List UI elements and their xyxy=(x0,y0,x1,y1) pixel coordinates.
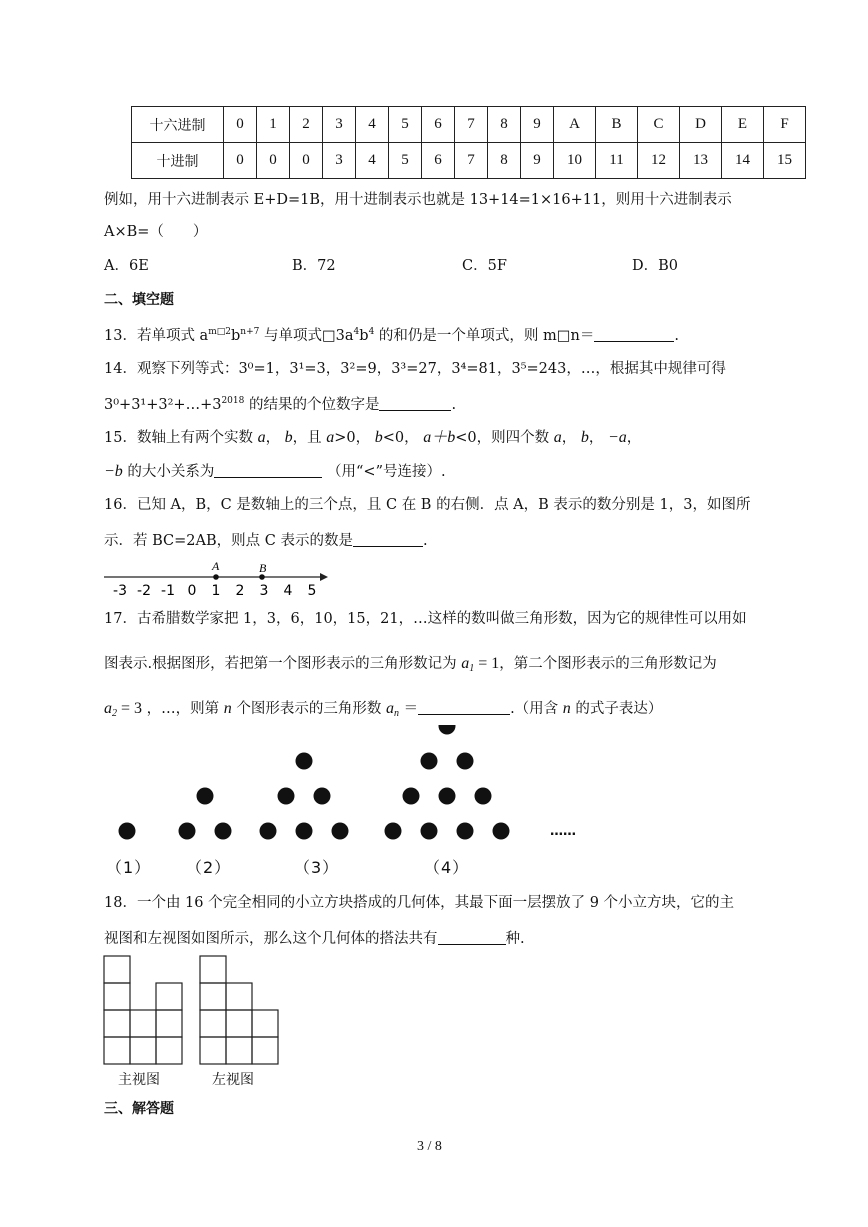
dot xyxy=(332,823,349,840)
dot xyxy=(197,788,214,805)
var-n: n xyxy=(223,700,232,717)
q14-line1: 14．观察下列等式：3⁰=1，3¹=3，3²=9，3³=27，3⁴=81，3⁵=243，…，根据其中规律可得 xyxy=(104,361,726,377)
left-view-grid xyxy=(200,956,278,1064)
page-number xyxy=(417,1140,442,1154)
dot xyxy=(421,823,438,840)
point-b-label: B xyxy=(259,561,267,575)
triangle-dots xyxy=(119,725,510,840)
dot xyxy=(475,788,492,805)
table-cell: 5 xyxy=(389,107,422,143)
table-cell: 6 xyxy=(422,107,455,143)
q16-line2 xyxy=(104,532,428,549)
an-formula xyxy=(386,700,399,717)
q14-exp: 2018 xyxy=(221,396,245,406)
section-heading-solve: 三、解答题 xyxy=(104,1101,174,1117)
figure-label-4: （4） xyxy=(424,858,470,877)
q14-line2 xyxy=(104,396,456,413)
table-cell: C xyxy=(638,107,680,143)
q16-text: 示．若 BC=2AB，则点 C 表示的数是 xyxy=(104,533,353,549)
subscript: 1 xyxy=(469,663,475,674)
q13 xyxy=(104,327,679,344)
tick-label: -3 xyxy=(113,583,127,599)
var-a: a xyxy=(553,429,562,446)
dot xyxy=(439,788,456,805)
q17-line3 xyxy=(104,700,662,719)
front-view-label: 主视图 xyxy=(118,1072,160,1088)
table-cell: 15 xyxy=(764,143,806,179)
q17-text: 图表示.根据图形，若把第一个图形表示的三角形数记为 xyxy=(104,656,457,672)
q13-text: 与单项式□3a xyxy=(259,328,354,344)
table-cell: 11 xyxy=(596,143,638,179)
table-cell: B xyxy=(596,107,638,143)
q18-line2 xyxy=(104,930,525,947)
dot xyxy=(119,823,136,840)
table-cell: 0 xyxy=(257,143,290,179)
front-view-grid xyxy=(104,956,182,1064)
q17-eq: ＝ xyxy=(403,701,419,717)
subscript: 2 xyxy=(112,708,117,719)
var-b: b xyxy=(284,429,293,446)
q14-end: . xyxy=(451,397,457,413)
current-page: 3 xyxy=(417,1139,424,1154)
expr-a-plus-b: a＋b xyxy=(423,429,456,446)
table-cell: 3 xyxy=(323,107,356,143)
q13-text: 的和仍是一个单项式，则 m□n＝ xyxy=(374,328,595,344)
q18-end: 种. xyxy=(505,931,525,947)
table-cell: 0 xyxy=(290,143,323,179)
arrow-right-icon xyxy=(320,573,328,581)
table-row-hex xyxy=(132,107,806,143)
q17-text: 个图形表示的三角形数 xyxy=(236,701,382,717)
total-pages: 8 xyxy=(434,1139,442,1154)
table-cell: 9 xyxy=(521,107,554,143)
tick-label: 4 xyxy=(283,583,293,599)
table-cell: 8 xyxy=(488,107,521,143)
subscript: n xyxy=(393,708,399,719)
answer-blank[interactable] xyxy=(379,396,451,411)
dot xyxy=(385,823,402,840)
dot xyxy=(457,823,474,840)
q16-end: . xyxy=(422,533,428,549)
table-cell: 12 xyxy=(638,143,680,179)
dot xyxy=(439,725,456,735)
left-view-label: 左视图 xyxy=(212,1072,254,1088)
table-cell: 13 xyxy=(680,143,722,179)
table-cell: 4 xyxy=(356,143,389,179)
point-a-dot xyxy=(213,574,219,580)
q15-text: ，且 xyxy=(292,430,322,446)
q15-text: ， xyxy=(561,430,577,446)
tick-label: 3 xyxy=(259,583,269,599)
q17-text: ，第二个图形表示的三角形数记为 xyxy=(499,656,717,672)
a1-value: = 1 xyxy=(474,655,500,672)
table-cell: 5 xyxy=(389,143,422,179)
q15-text: ， xyxy=(265,430,281,446)
q15-text: （用“<”号连接）. xyxy=(327,464,446,480)
dot xyxy=(403,788,420,805)
section-heading-fill-blank: 二、填空题 xyxy=(104,292,174,308)
q17-text: ，…，则第 xyxy=(146,701,220,717)
table-cell: 7 xyxy=(455,107,488,143)
answer-blank[interactable] xyxy=(418,700,510,715)
q15-text: ， xyxy=(588,430,604,446)
answer-blank[interactable] xyxy=(214,463,322,478)
q15-text: 的大小关系为 xyxy=(127,464,215,480)
q13-exp: 4 xyxy=(368,327,375,337)
row-label: 十进制 xyxy=(132,143,224,179)
var-n: n xyxy=(562,700,571,717)
dot xyxy=(493,823,510,840)
dot xyxy=(260,823,277,840)
point-b-dot xyxy=(259,574,265,580)
q13-text: b xyxy=(230,328,241,344)
ellipsis: …… xyxy=(550,824,576,839)
q13-exp: n+7 xyxy=(240,327,260,337)
expr-neg-a: −a xyxy=(607,429,627,446)
q16-line1: 16．已知 A，B，C 是数轴上的三个点，且 C 在 B 的右侧．点 A，B 表示的数分别是 1，3，如图所 xyxy=(104,497,751,513)
q15-text: >0， xyxy=(334,430,371,446)
table-cell: 6 xyxy=(422,143,455,179)
a2-formula xyxy=(104,700,142,717)
figure-label-3: （3） xyxy=(294,858,340,877)
q13-text: b xyxy=(359,328,369,344)
q15-line2 xyxy=(104,463,446,480)
table-cell: E xyxy=(722,107,764,143)
triangle-numbers-figure xyxy=(100,725,600,850)
table-cell: 0 xyxy=(224,143,257,179)
table-cell: 4 xyxy=(356,107,389,143)
var-a: a xyxy=(257,429,266,446)
table-row-dec xyxy=(132,143,806,179)
q13-exp: 4 xyxy=(353,327,360,337)
q12-option-a: A．6E xyxy=(104,258,149,274)
answer-blank[interactable] xyxy=(353,532,423,547)
dot xyxy=(457,753,474,770)
hex-decimal-table xyxy=(131,106,806,179)
tick-label: -1 xyxy=(161,583,175,599)
q13-end: . xyxy=(674,328,679,344)
q15-text: 15．数轴上有两个实数 xyxy=(104,430,253,446)
var-a: a xyxy=(104,700,112,717)
table-cell: 10 xyxy=(554,143,596,179)
var-a: a xyxy=(385,700,394,717)
expr-neg-b: −b xyxy=(104,463,123,480)
views-figure xyxy=(100,952,290,1068)
dot xyxy=(314,788,331,805)
answer-blank[interactable] xyxy=(438,930,506,945)
number-line-figure xyxy=(100,557,335,601)
tick-label: 5 xyxy=(307,583,317,599)
table-cell: D xyxy=(680,107,722,143)
q12-option-b: B．72 xyxy=(292,258,336,274)
q15-line1 xyxy=(104,430,641,446)
figure-label-2: （2） xyxy=(186,858,232,877)
var-b: b xyxy=(580,429,589,446)
q15-text: <0， xyxy=(382,430,419,446)
table-cell: 8 xyxy=(488,143,521,179)
q17-line1: 17．古希腊数学家把 1，3，6，10，15，21，…这样的数叫做三角形数，因为它的规律性可以用如 xyxy=(104,611,747,627)
q12-option-d: D．B0 xyxy=(632,258,679,274)
q17-text: .（用含 xyxy=(510,701,559,717)
q17-text: 的式子表达） xyxy=(575,701,663,717)
q14-text: 的结果的个位数字是 xyxy=(244,397,380,413)
a2-value: = 3 xyxy=(117,700,143,717)
table-cell: 1 xyxy=(257,107,290,143)
table-cell: 2 xyxy=(290,107,323,143)
q12-line1: 例如，用十六进制表示 E+D=1B，用十进制表示也就是 13+14=1×16+11，则用十六进制表示 xyxy=(104,192,732,208)
point-a-label: A xyxy=(212,559,220,573)
dot xyxy=(421,753,438,770)
dot xyxy=(179,823,196,840)
dot xyxy=(296,823,313,840)
q18-text: 视图和左视图如图所示，那么这个几何体的搭法共有 xyxy=(104,931,438,947)
var-b: b xyxy=(374,429,383,446)
tick-label: 2 xyxy=(235,583,245,599)
table-cell: 3 xyxy=(323,143,356,179)
q15-text: ， xyxy=(626,430,642,446)
tick-label: 1 xyxy=(211,583,221,599)
q18-line1: 18．一个由 16 个完全相同的小立方块搭成的几何体，其最下面一层摆放了 9 个小立方块，它的主 xyxy=(104,895,735,911)
a1-formula xyxy=(461,655,499,672)
table-cell: 9 xyxy=(521,143,554,179)
dot xyxy=(215,823,232,840)
q13-exp: m□2 xyxy=(208,327,231,337)
q14-text: 3⁰+3¹+3²+…+3 xyxy=(104,397,222,413)
answer-blank[interactable] xyxy=(594,327,674,342)
q12-option-c: C．5F xyxy=(462,258,507,274)
var-a: a xyxy=(461,655,470,672)
tick-label: 0 xyxy=(187,583,197,599)
page-sep: / xyxy=(427,1139,432,1154)
table-cell: A xyxy=(554,107,596,143)
q17-line2 xyxy=(104,656,717,674)
table-cell: 0 xyxy=(224,107,257,143)
number-line-ticks xyxy=(113,583,316,599)
row-label: 十六进制 xyxy=(132,107,224,143)
figure-label-1: （1） xyxy=(106,858,152,877)
table-cell: 7 xyxy=(455,143,488,179)
q13-text: 13．若单项式 a xyxy=(104,328,209,344)
dot xyxy=(296,753,313,770)
tick-label: -2 xyxy=(137,583,151,599)
q15-text: <0，则四个数 xyxy=(455,430,550,446)
var-a: a xyxy=(326,429,335,446)
dot xyxy=(278,788,295,805)
table-cell: F xyxy=(764,107,806,143)
table-cell: 14 xyxy=(722,143,764,179)
q12-line2: A×B=（ ） xyxy=(104,224,208,240)
